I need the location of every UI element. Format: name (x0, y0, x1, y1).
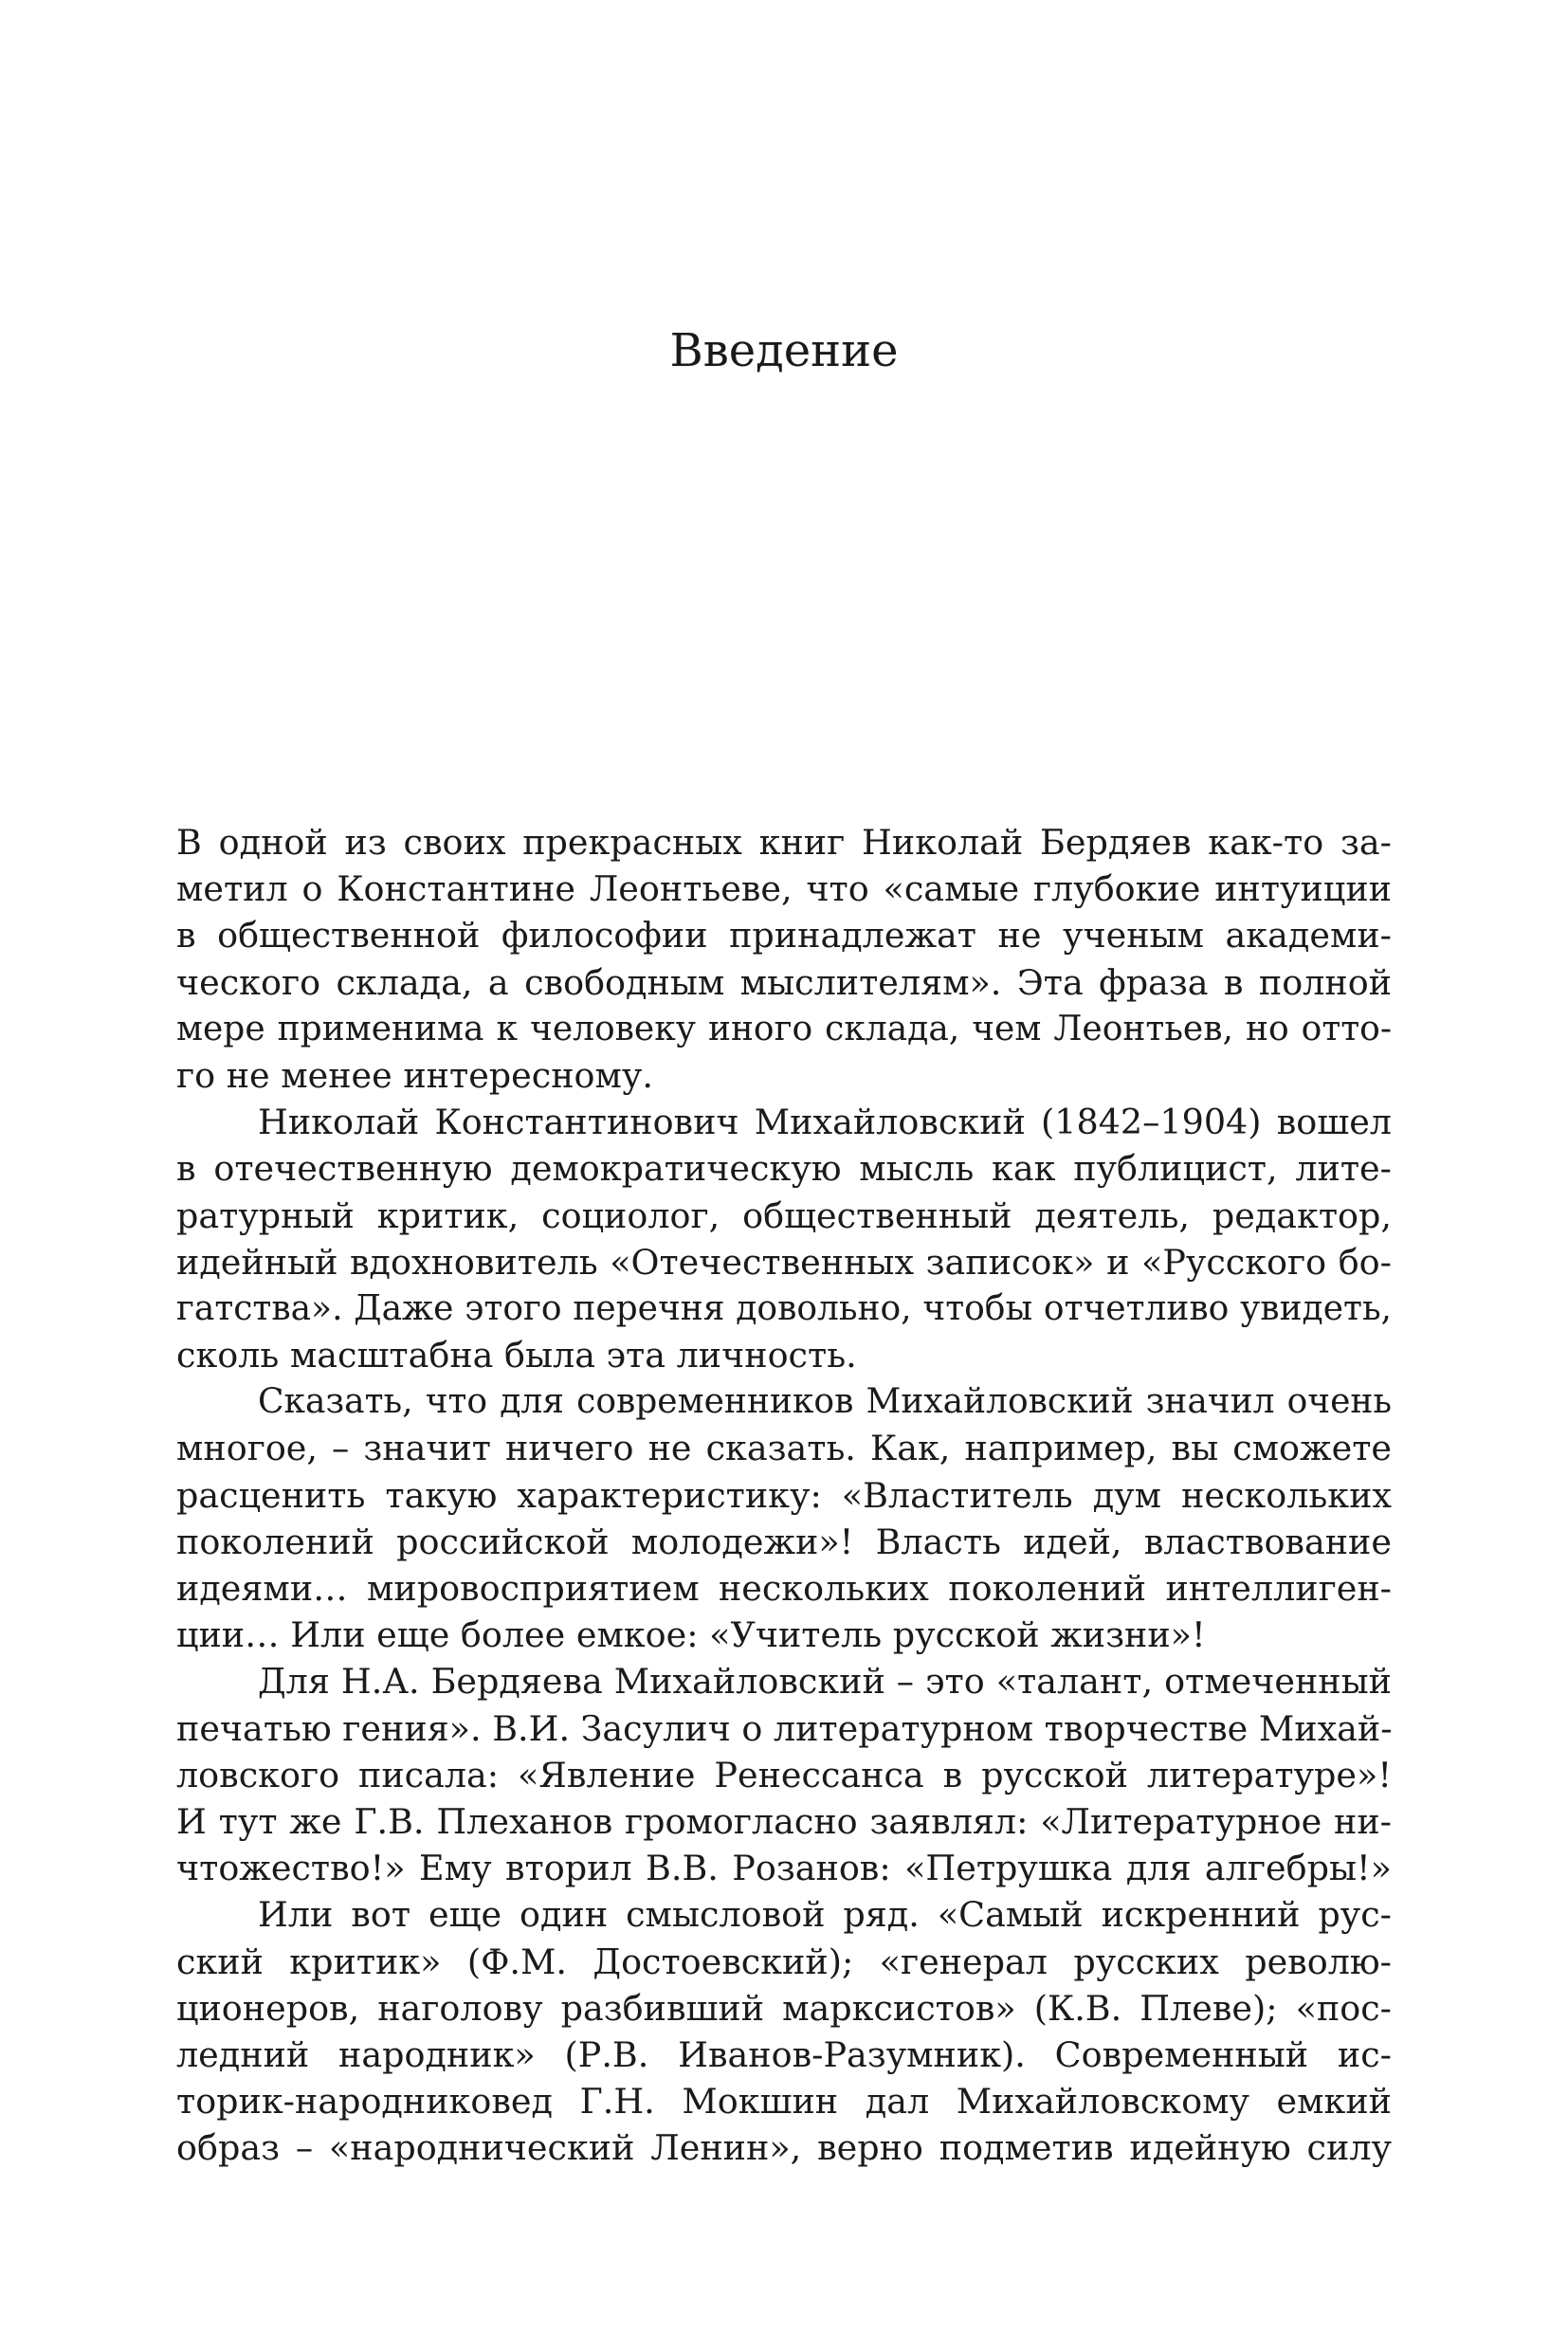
text-line: Для Н.А. Бердяева Михайловский – это «талант, отмеченный (258, 1661, 1392, 1703)
text-line: расценить такую характеристику: «Властитель дум нескольких (176, 1474, 1392, 1516)
text-line: торик-народниковед Г.Н. Мокшин дал Михайловскому емкий (176, 2081, 1392, 2123)
text-line: ции… Или еще более емкое: «Учитель русской жизни»! (176, 1614, 1206, 1656)
text-line: Сказать, что для современников Михайловский значил очень (258, 1382, 1392, 1422)
text-line: метил о Константине Леонтьеве, что «самые глубокие интуиции (176, 868, 1392, 910)
text-line: го не менее интересному. (176, 1054, 653, 1096)
text-line: ческого склада, а свободным мыслителям». Эта фраза в полной (176, 961, 1392, 1003)
paragraph-2 (176, 1099, 1392, 1378)
text-line: в общественной философии принадлежат не ученым академи- (176, 915, 1392, 957)
text-line: печатью гения». В.И. Засулич о литературном творчестве Михай- (176, 1707, 1393, 1749)
paragraph-5 (176, 1891, 1392, 2171)
paragraph-4 (176, 1658, 1392, 1891)
paragraph-3 (176, 1378, 1392, 1658)
text-line: чтожество!» Ему вторил В.В. Розанов: «Петрушка для алгебры!» (176, 1848, 1392, 1889)
text-line: ратурный критик, социолог, общественный деятель, редактор, (176, 1194, 1392, 1236)
text-line: идейный вдохновитель «Отечественных записок» и «Русского бо- (176, 1241, 1392, 1283)
text-line: образ – «народнический Ленин», верно подметив идейную силу (176, 2127, 1392, 2169)
text-line: В одной из своих прекрасных книг Николай Бердяев как-то за- (176, 822, 1392, 863)
text-line: ледний народник» (Р.В. Иванов-Разумник). Современный ис- (176, 2033, 1392, 2075)
text-line: поколений российской молодежи»! Власть идей, властвование (176, 1521, 1392, 1562)
text-line: ский критик» (Ф.М. Достоевский); «генерал русских револю- (176, 1941, 1392, 1982)
text-line: И тут же Г.В. Плеханов громогласно заявлял: «Литературное ни- (176, 1800, 1392, 1842)
body-text (176, 819, 1392, 2171)
text-line: многое, – значит ничего не сказать. Как, например, вы сможете (176, 1428, 1392, 1469)
text-line: Николай Константинович Михайловский (1842–1904) вошел (258, 1102, 1392, 1143)
text-line: сколь масштабна была эта личность. (176, 1335, 857, 1376)
page-title: Введение (669, 324, 899, 377)
text-line: в отечественную демократическую мысль как публицист, лите- (176, 1148, 1392, 1190)
text-line: ционеров, наголову разбивший марксистов» (К.В. Плеве); «пос- (176, 1987, 1392, 2029)
text-line: ловского писала: «Явление Ренессанса в русской литературе»! (176, 1754, 1392, 1795)
text-line: гатства». Даже этого перечня довольно, чтобы отчетливо увидеть, (176, 1288, 1392, 1328)
paragraph-1 (176, 819, 1392, 1099)
text-line: Или вот еще один смысловой ряд. «Самый искренний рус- (258, 1894, 1392, 1936)
text-line: идеями… мировосприятием нескольких поколений интеллиген- (176, 1568, 1392, 1609)
text-line: мере применима к человеку иного склада, чем Леонтьев, но отто- (176, 1009, 1392, 1048)
